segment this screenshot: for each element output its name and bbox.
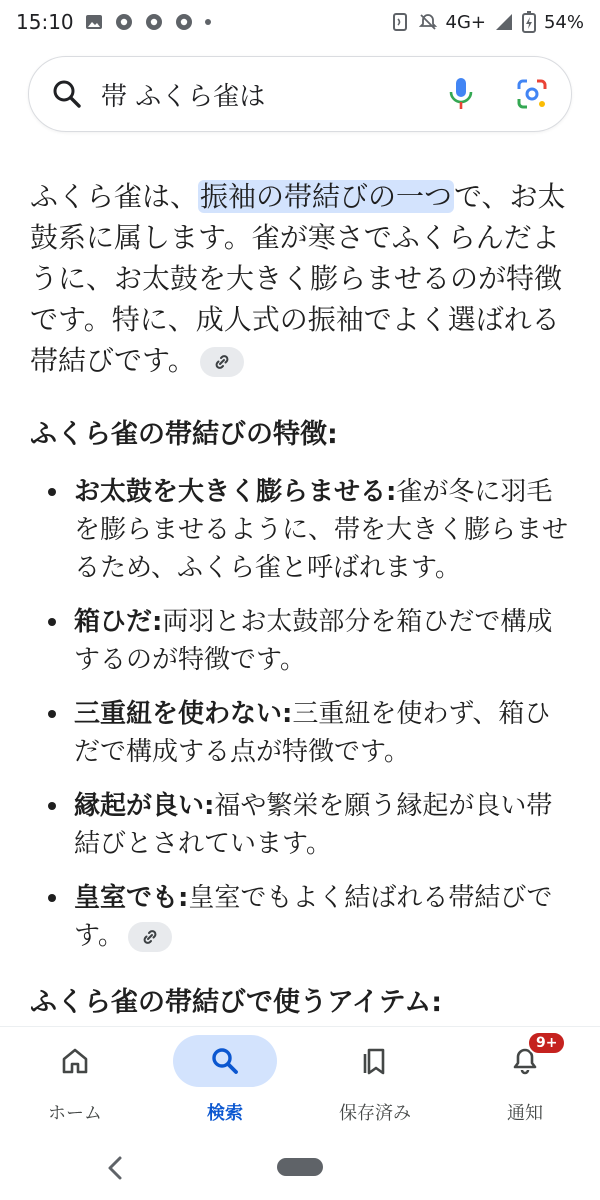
list-item xyxy=(30,603,570,679)
lead-text-before: ふくら雀は、 xyxy=(30,180,199,213)
back-arrow-icon[interactable] xyxy=(104,1150,126,1186)
nav-icon-wrap xyxy=(173,1035,277,1087)
nav-label-search: 検索 xyxy=(207,1103,243,1124)
link-icon xyxy=(212,352,232,372)
nav-icon-wrap xyxy=(23,1035,127,1087)
feature-title: 三重紐を使わない: xyxy=(74,699,293,729)
home-gesture-pill[interactable] xyxy=(277,1158,323,1176)
bookmark-icon xyxy=(360,1046,390,1076)
gallery-notification-icon xyxy=(84,12,104,32)
status-bar xyxy=(0,0,600,44)
network-type: 4G+ xyxy=(445,11,486,33)
nav-item-saved[interactable] xyxy=(310,1035,440,1125)
feature-title: 皇室でも: xyxy=(74,883,189,913)
list-item xyxy=(30,473,570,587)
feature-title: 箱ひだ: xyxy=(74,607,163,637)
list-item xyxy=(30,787,570,863)
lead-highlight: 振袖の帯結びの一つ xyxy=(200,180,453,213)
feature-text: 福や繁栄を願う縁起が良い帯結びとされています。 xyxy=(74,791,553,859)
source-link-chip[interactable] xyxy=(200,347,244,377)
lens-icon[interactable] xyxy=(515,77,549,111)
chrome-notification-icon xyxy=(114,12,134,32)
search-query[interactable]: 帯 ふくら雀は xyxy=(101,81,266,112)
list-item xyxy=(30,695,570,771)
mic-icon[interactable] xyxy=(447,76,475,112)
status-time: 15:10 xyxy=(16,10,74,34)
system-gesture-bar xyxy=(0,1136,600,1200)
feature-title: 縁起が良い: xyxy=(74,791,215,821)
bottom-navigation xyxy=(0,1026,600,1136)
chrome-notification-icon-3 xyxy=(174,12,194,32)
nav-item-notifications[interactable] xyxy=(460,1035,590,1125)
search-actions xyxy=(447,76,549,112)
nav-icon-wrap xyxy=(323,1035,427,1087)
search-icon xyxy=(51,78,83,110)
nav-label-home: ホーム xyxy=(48,1103,102,1124)
nav-label-notifications: 通知 xyxy=(507,1103,543,1124)
nav-icon-wrap xyxy=(473,1035,577,1087)
home-icon xyxy=(60,1046,90,1076)
answer-lead xyxy=(30,176,570,381)
source-link-chip[interactable] xyxy=(128,922,172,952)
nfc-icon xyxy=(390,12,410,32)
lead-text-after: で、お太鼓系に属します。雀が寒さでふくらんだように、お太鼓を大きく膨らませるのが特徴です。特に、成人式の振袖でよく選ばれる帯結びです。 xyxy=(30,180,566,377)
notification-badge: 9+ xyxy=(527,1031,566,1055)
features-list xyxy=(30,473,570,955)
feature-text: 皇室でもよく結ばれる帯結びです。 xyxy=(74,883,553,951)
battery-level: 54% xyxy=(543,11,584,33)
signal-icon xyxy=(494,12,514,32)
nav-label-saved: 保存済み xyxy=(339,1103,411,1124)
feature-text: 両羽とお太鼓部分を箱ひだで構成するのが特徴です。 xyxy=(74,607,553,675)
ai-answer-content xyxy=(0,150,600,1026)
list-item xyxy=(30,879,570,955)
feature-text: 三重紐を使わず、箱ひだで構成する点が特徴です。 xyxy=(74,699,551,767)
more-notifications-dot-icon xyxy=(204,18,212,26)
nav-item-home[interactable] xyxy=(10,1035,140,1125)
chrome-notification-icon-2 xyxy=(144,12,164,32)
features-heading: ふくら雀の帯結びの特徴: xyxy=(30,419,338,450)
muted-bell-icon xyxy=(418,12,438,32)
nav-item-search[interactable] xyxy=(160,1035,290,1125)
link-icon xyxy=(140,927,160,947)
feature-title: お太鼓を大きく膨らませる: xyxy=(74,477,397,507)
status-right xyxy=(390,11,585,33)
search-bar[interactable] xyxy=(28,56,572,132)
feature-text: 雀が冬に羽毛を膨らませるように、帯を大きく膨らませるため、ふくら雀と呼ばれます。 xyxy=(74,477,569,583)
status-left xyxy=(16,10,212,34)
battery-icon xyxy=(522,11,536,33)
search-icon xyxy=(210,1046,240,1076)
items-heading: ふくら雀の帯結びで使うアイテム: xyxy=(30,987,443,1018)
